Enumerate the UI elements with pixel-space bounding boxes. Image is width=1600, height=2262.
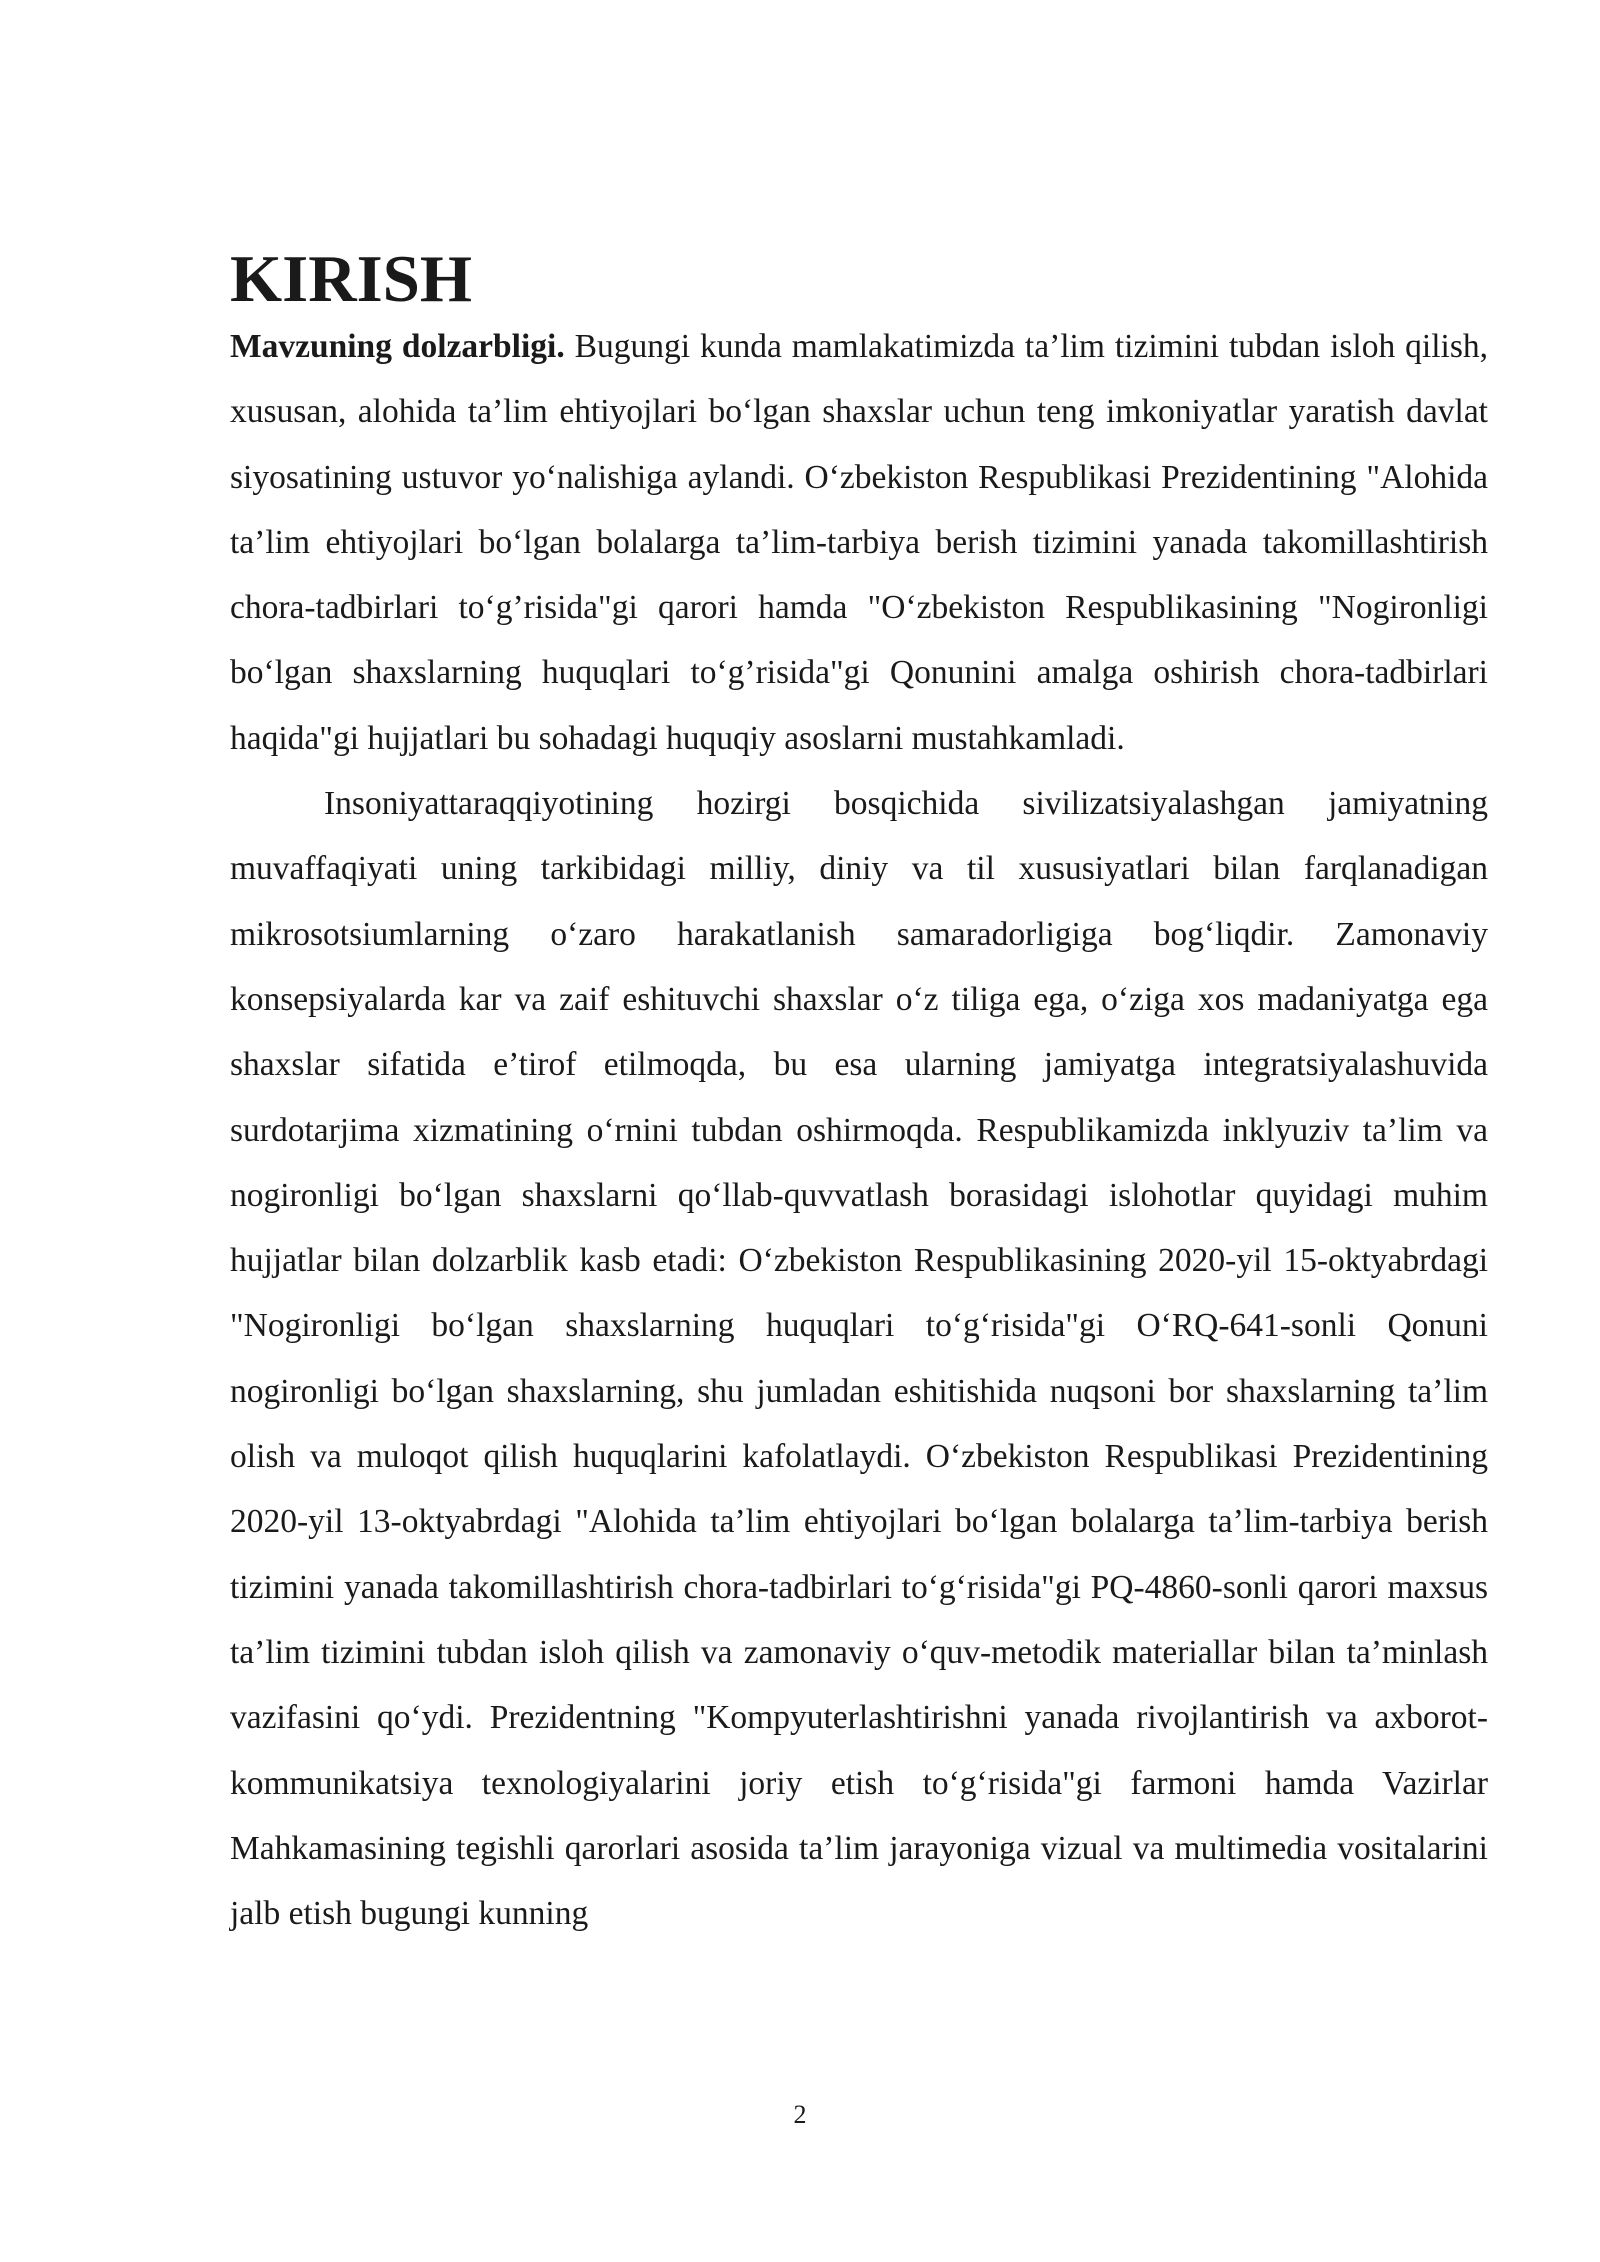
paragraph-body: Insoniyattaraqqiyotining hozirgi bosqichida sivilizatsiyalashgan jamiyatning muvaffaqiyati uning tarkibidagi milliy, diniy va til xususiyatlari bilan farqlanadigan mikrosotsiumlarning o‘zaro harakatlanish samaradorligiga bog‘liqdir. Zamonaviy konsepsiyalarda kar va zaif eshituvchi shaxslar o‘z tiliga ega, o‘ziga xos madaniyatga ega shaxslar sifatida e’tirof etilmoqda, bu esa ularning jamiyatga integratsiyalashuvida surdotarjima xizmatining o‘rnini tubdan oshirmoqda. Respublikamizda inklyuziv ta’lim va nogironligi bo‘lgan shaxslarni qo‘llab-quvvatlash borasidagi islohotlar quyidagi muhim hujjatlar bilan dolzarblik kasb etadi: O‘zbekiston Respublikasining 2020-yil 15-oktyabrdagi "Nogironligi bo‘lgan shaxslarning huquqlari to‘g‘risida"gi O‘RQ-641-sonli Qonuni nogironligi bo‘lgan shaxslarning, shu jumladan eshitishida nuqsoni bor shaxslarning ta’lim olish va muloqot qilish huquqlarini kafolatlaydi. O‘zbekiston Respublikasi Prezidentining 2020-yil 13-oktyabrdagi "Alohida ta’lim ehtiyojlari bo‘lgan bolalarga ta’lim-tarbiya berish tizimini yanada takomillashtirish chora-tadbirlari to‘g‘risida"gi PQ-4860-sonli qarori maxsus ta’lim tizimini tubdan isloh qilish va zamonaviy o‘quv-metodik materiallar bilan ta’minlash vazifasini qo‘ydi. Prezidentning "Kompyuterlashtirishni yanada rivojlantirish va axborot-kommunikatsiya texnologiyalarini joriy etish to‘g‘risida"gi farmoni hamda Vazirlar Mahkamasining tegishli qarorlari asosida ta’lim jarayoniga vizual va multimedia vositalarini jalb etish bugungi kunning <box>230 785 1488 1933</box>
page-content <box>230 242 1488 1946</box>
paragraph-relevance <box>230 314 1488 771</box>
paragraph-text: Bugungi kunda mamlakatimizda ta’lim tizimini tubdan isloh qilish, xususan, alohida ta’lim ehtiyojlari bo‘lgan shaxslar uchun teng imkoniyatlar yaratish davlat siyosatining ustuvor yo‘nalishiga aylandi. O‘zbekiston Respublikasi Prezidentining "Alohida ta’lim ehtiyojlari bo‘lgan bolalarga ta’lim-tarbiya berish tizimini yanada takomillashtirish chora-tadbirlari to‘g’risida"gi qarori hamda "O‘zbekiston Respublikasining "Nogironligi bo‘lgan shaxslarning huquqlari to‘g’risida"gi Qonunini amalga oshirish chora-tadbirlari haqida"gi hujjatlari bu sohadagi huquqiy asoslarni mustahkamladi. <box>230 328 1488 757</box>
section-heading: KIRISH <box>230 242 473 316</box>
paragraph-lead: Mavzuning dolzarbligi. <box>230 328 565 365</box>
page-number: 2 <box>793 2100 807 2129</box>
